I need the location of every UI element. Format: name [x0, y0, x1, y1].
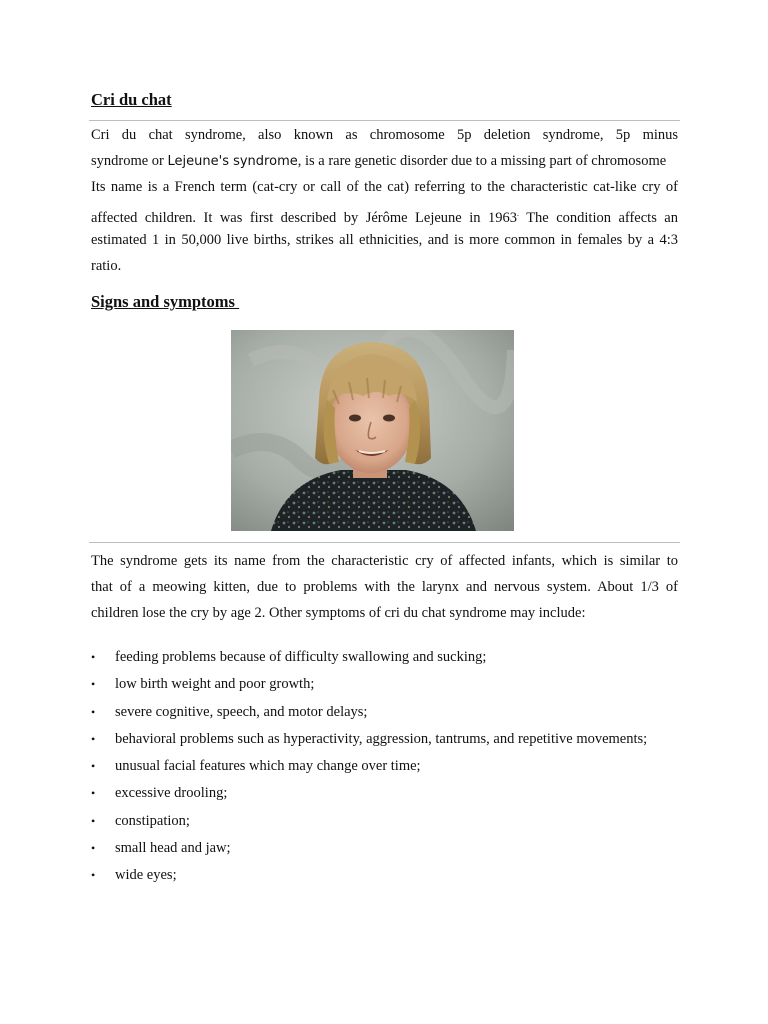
bullet-icon: • [91, 786, 96, 801]
text-run: The syndrome gets its name from the characteristic cry of affected infants, which is similar to [91, 553, 678, 569]
text-run: that of a meowing kitten, due to problems with the larynx and nervous system. About 1/3 of [91, 579, 678, 596]
text-run: children lose the cry by age 2. Other symptoms of cri du chat syndrome may include: [91, 605, 586, 622]
symptom-list-item [91, 835, 647, 862]
bullet-icon: • [91, 704, 96, 719]
bullet-icon: • [91, 731, 96, 746]
symptom-text: low birth weight and poor growth; [115, 676, 315, 693]
text-run: , is a rare genetic disorder due to a missing part of chromosome [297, 153, 667, 170]
footnote-marker: . [516, 208, 519, 218]
bullet-icon: • [91, 650, 96, 664]
text-run: , [599, 127, 616, 143]
section-title-signs-and-symptoms: Signs and symptoms [91, 292, 240, 311]
text-run: Its name is a French term (cat-cry or call of the cat) referring to the characteristic cat-like cry of [91, 179, 678, 196]
title-divider [89, 120, 680, 121]
text-run: chromosome 5p deletion syndrome [369, 127, 600, 143]
symptom-text: severe cognitive, speech, and motor delays; [115, 703, 368, 720]
alt-font-term: Lejeune's syndrome [167, 154, 298, 170]
symptoms-intro-paragraph [91, 548, 678, 627]
text-run: Cri du chat syndrome, also known as [91, 127, 370, 143]
text-run: Jérôme Lejeune [365, 209, 462, 226]
bullet-icon: • [91, 677, 96, 692]
symptom-list-item [91, 808, 647, 835]
paragraph-line [91, 227, 678, 253]
paragraph-line [91, 600, 678, 626]
bullet-icon: • [91, 868, 96, 883]
symptom-text: wide eyes; [115, 867, 177, 884]
symptom-text: feeding problems because of difficulty swallowing and sucking; [115, 649, 487, 665]
paragraph-line [91, 174, 678, 200]
symptom-list-item [91, 780, 647, 807]
bullet-icon: • [91, 841, 96, 856]
symptom-list-item [91, 726, 647, 753]
photo-divider [89, 542, 680, 543]
paragraph-line [91, 253, 678, 279]
bullet-icon: • [91, 759, 96, 774]
text-run: syndrome or [91, 153, 168, 170]
text-run: in 1963 [461, 209, 517, 226]
text-run: The condition affects an [518, 209, 678, 226]
symptom-list-item [91, 644, 647, 671]
intro-paragraph [91, 122, 678, 279]
symptom-list [91, 644, 647, 890]
symptom-text: unusual facial features which may change over time; [115, 758, 421, 775]
symptom-list-item [91, 699, 647, 726]
symptom-text: small head and jaw; [115, 840, 231, 857]
symptom-text: constipation; [115, 812, 190, 829]
child-portrait-photo [231, 330, 514, 531]
text-run: estimated 1 in 50,000 live births, strikes all ethnicities, and is more common in females by a 4:3 [91, 231, 678, 248]
symptom-list-item [91, 862, 647, 889]
symptom-list-item [91, 671, 647, 698]
symptom-list-item [91, 753, 647, 780]
paragraph-line [91, 122, 678, 148]
paragraph-line [91, 201, 678, 227]
symptom-text: behavioral problems such as hyperactivity, aggression, tantrums, and repetitive movements; [115, 730, 648, 747]
bullet-icon: • [91, 813, 96, 828]
symptom-text: excessive drooling; [115, 785, 228, 802]
text-run: ratio. [91, 257, 122, 274]
paragraph-line [91, 574, 678, 600]
text-run: 5p minus [615, 127, 678, 143]
text-run: affected children. It was first described by [91, 209, 366, 226]
paragraph-line [91, 548, 678, 574]
paragraph-line [91, 148, 678, 174]
section-title-cri-du-chat: Cri du chat [91, 90, 172, 109]
